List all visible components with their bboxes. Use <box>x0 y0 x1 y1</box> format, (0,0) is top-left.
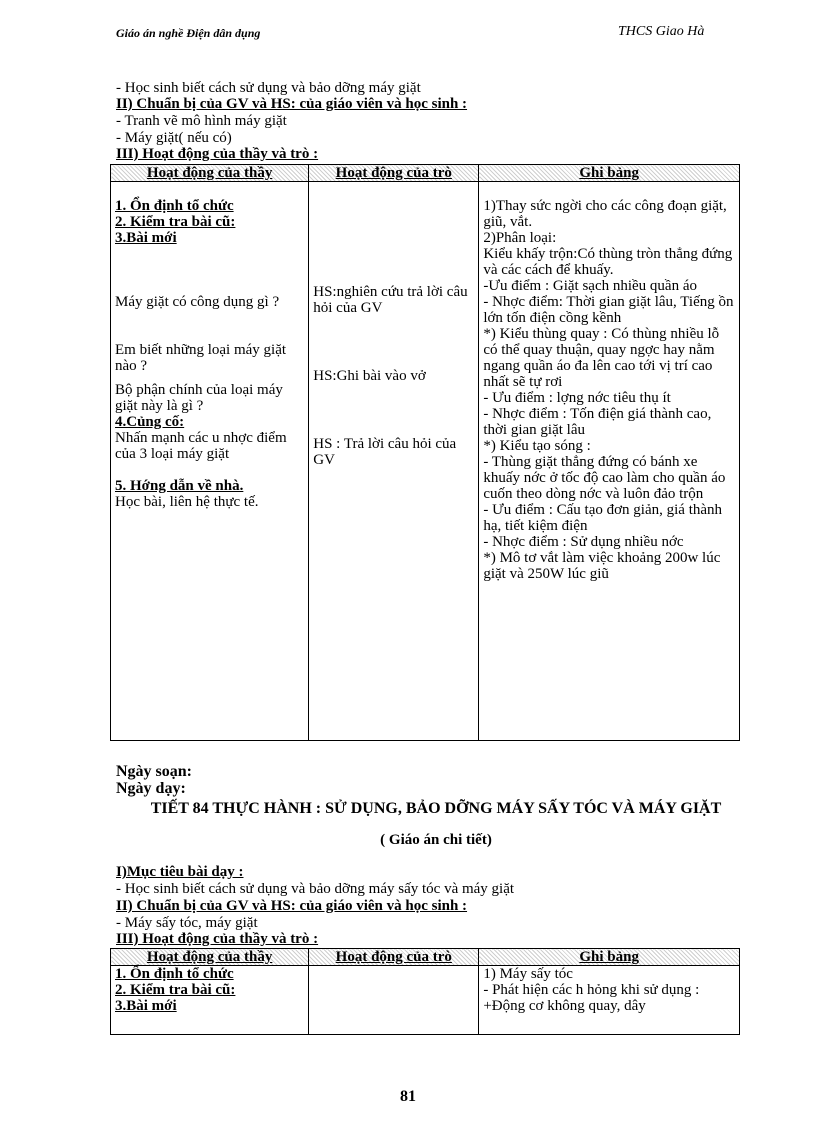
table1-header-student: Hoạt động của trò <box>309 165 479 182</box>
student-note-1: HS:nghiên cứu trả lời câu hỏi của GV <box>313 284 468 316</box>
header-left: Giáo án nghề Điện dân dụng <box>116 26 261 40</box>
board-line: *) Kiểu thùng quay : Có thùng nhiều lỗ có thể quay thuận, quay ngợc hay nằm ngang quần áo đa lên cao tới vị trí cao nhất sẽ tự rơi <box>483 326 720 390</box>
board-line: 1)Thay sức ngời cho các công đoạn giặt, giũ, vắt. <box>483 198 727 230</box>
table2-header-board: Ghi bảng <box>479 949 740 966</box>
ngay-soan: Ngày soạn: <box>116 763 193 780</box>
board-line: - Phát hiện các h hỏng khi sử dụng : <box>483 982 700 998</box>
header-right: THCS Giao Hà <box>618 24 705 39</box>
lesson-objective-line: - Học sinh biết cách sử dụng và bảo dỡng máy sấy tóc và máy giặt <box>116 881 515 897</box>
table2-student-cell <box>309 966 479 1035</box>
prep-item-2: - Máy giặt( nếu có) <box>116 130 232 146</box>
board-line: 2)Phân loại: <box>483 230 557 246</box>
board-line: - Thùng giặt thẳng đứng có bánh xe khuấy nớc ở tốc độ cao làm cho quần áo cuốn theo dòng nớc và luôn đảo trộn <box>483 454 726 502</box>
activity-table-1 <box>110 164 740 741</box>
lesson-subtitle: ( Giáo án chi tiết) <box>380 832 492 848</box>
board-line: *) Mô tơ vắt làm việc khoảng 200w lúc giặt và 250W lúc giũ <box>483 550 721 582</box>
board-line: - Ưu điểm : lợng nớc tiêu thụ ít <box>483 390 671 406</box>
step-1: 1. Ổn định tổ chức <box>115 966 234 982</box>
lesson-prep-item: - Máy sấy tóc, máy giặt <box>116 915 258 931</box>
board-line: +Động cơ không quay, dây <box>483 998 646 1014</box>
ngay-day: Ngày dạy: <box>116 780 186 797</box>
step-3: 3.Bài mới <box>115 998 177 1014</box>
table2-teacher-cell <box>111 966 309 1035</box>
table2-header-teacher: Hoạt động của thầy <box>111 949 309 966</box>
table1-header-board: Ghi bảng <box>479 165 740 182</box>
lesson-title: TIẾT 84 THỰC HÀNH : SỬ DỤNG, BẢO DỠNG MÁY SẤY TÓC VÀ MÁY GIẶT <box>150 800 722 817</box>
step-5: 5. Hớng dẫn về nhà. <box>115 478 244 494</box>
prep-item-1: - Tranh vẽ mô hình máy giặt <box>116 113 287 129</box>
table1-board-cell <box>479 182 740 741</box>
student-note-2: HS:Ghi bài vào vở <box>313 368 426 384</box>
step-3: 3.Bài mới <box>115 230 177 246</box>
board-line: - Nhợc điểm : Tốn điện giá thành cao, thời gian giặt lâu <box>483 406 712 438</box>
student-note-3: HS : Trả lời câu hỏi của GV <box>313 436 457 468</box>
activity-table-2 <box>110 948 740 1035</box>
objective-line: - Học sinh biết cách sử dụng và bảo dỡng máy giặt <box>116 80 421 96</box>
step-5-text: Học bài, liên hệ thực tế. <box>115 494 259 510</box>
question-2: Em biết những loại máy giặt nào ? <box>115 342 287 374</box>
table1-header-teacher: Hoạt động của thầy <box>111 165 309 182</box>
objective-heading: I)Mục tiêu bài dạy : <box>116 864 244 880</box>
section-divider <box>116 740 730 741</box>
step-4-text: Nhấn mạnh các u nhợc điểm của 3 loại máy giặt <box>115 430 287 462</box>
step-2: 2. Kiểm tra bài cũ: <box>115 982 236 998</box>
table2-board-cell <box>479 966 740 1035</box>
lesson-prep-heading: II) Chuẩn bị của GV và HS: của giáo viên và học sinh : <box>116 898 468 914</box>
step-2: 2. Kiểm tra bài cũ: <box>115 214 236 230</box>
page-number: 81 <box>400 1088 416 1105</box>
lesson-activity-heading: III) Hoạt động của thầy và trò : <box>116 931 319 947</box>
board-line: 1) Máy sấy tóc <box>483 966 573 982</box>
question-3: Bộ phận chính của loại máy giặt này là gì ? <box>115 382 283 414</box>
table2-header-student: Hoạt động của trò <box>309 949 479 966</box>
board-line: Kiểu khấy trộn:Có thùng tròn thẳng đứng và các cách để khuấy. <box>483 246 733 278</box>
board-line: *) Kiểu tạo sóng : <box>483 438 591 454</box>
table1-student-cell <box>309 182 479 741</box>
step-4: 4.Củng cố: <box>115 414 185 430</box>
question-1: Máy giặt có công dụng gì ? <box>115 294 280 310</box>
board-line: - Nhợc điểm : Sử dụng nhiều nớc <box>483 534 684 550</box>
board-line: - Ưu điểm : Cấu tạo đơn giản, giá thành hạ, tiết kiệm điện <box>483 502 723 534</box>
board-line: - Nhợc điểm: Thời gian giặt lâu, Tiếng ồn lớn tốn điện cồng kềnh <box>483 294 734 326</box>
prep-heading: II) Chuẩn bị của GV và HS: của giáo viên và học sinh : <box>116 96 468 112</box>
activity-heading: III) Hoạt động của thầy và trò : <box>116 146 319 162</box>
table1-teacher-cell <box>111 182 309 741</box>
step-1: 1. Ổn định tổ chức <box>115 198 234 214</box>
board-line: -Ưu điểm : Giặt sạch nhiều quần áo <box>483 278 697 294</box>
